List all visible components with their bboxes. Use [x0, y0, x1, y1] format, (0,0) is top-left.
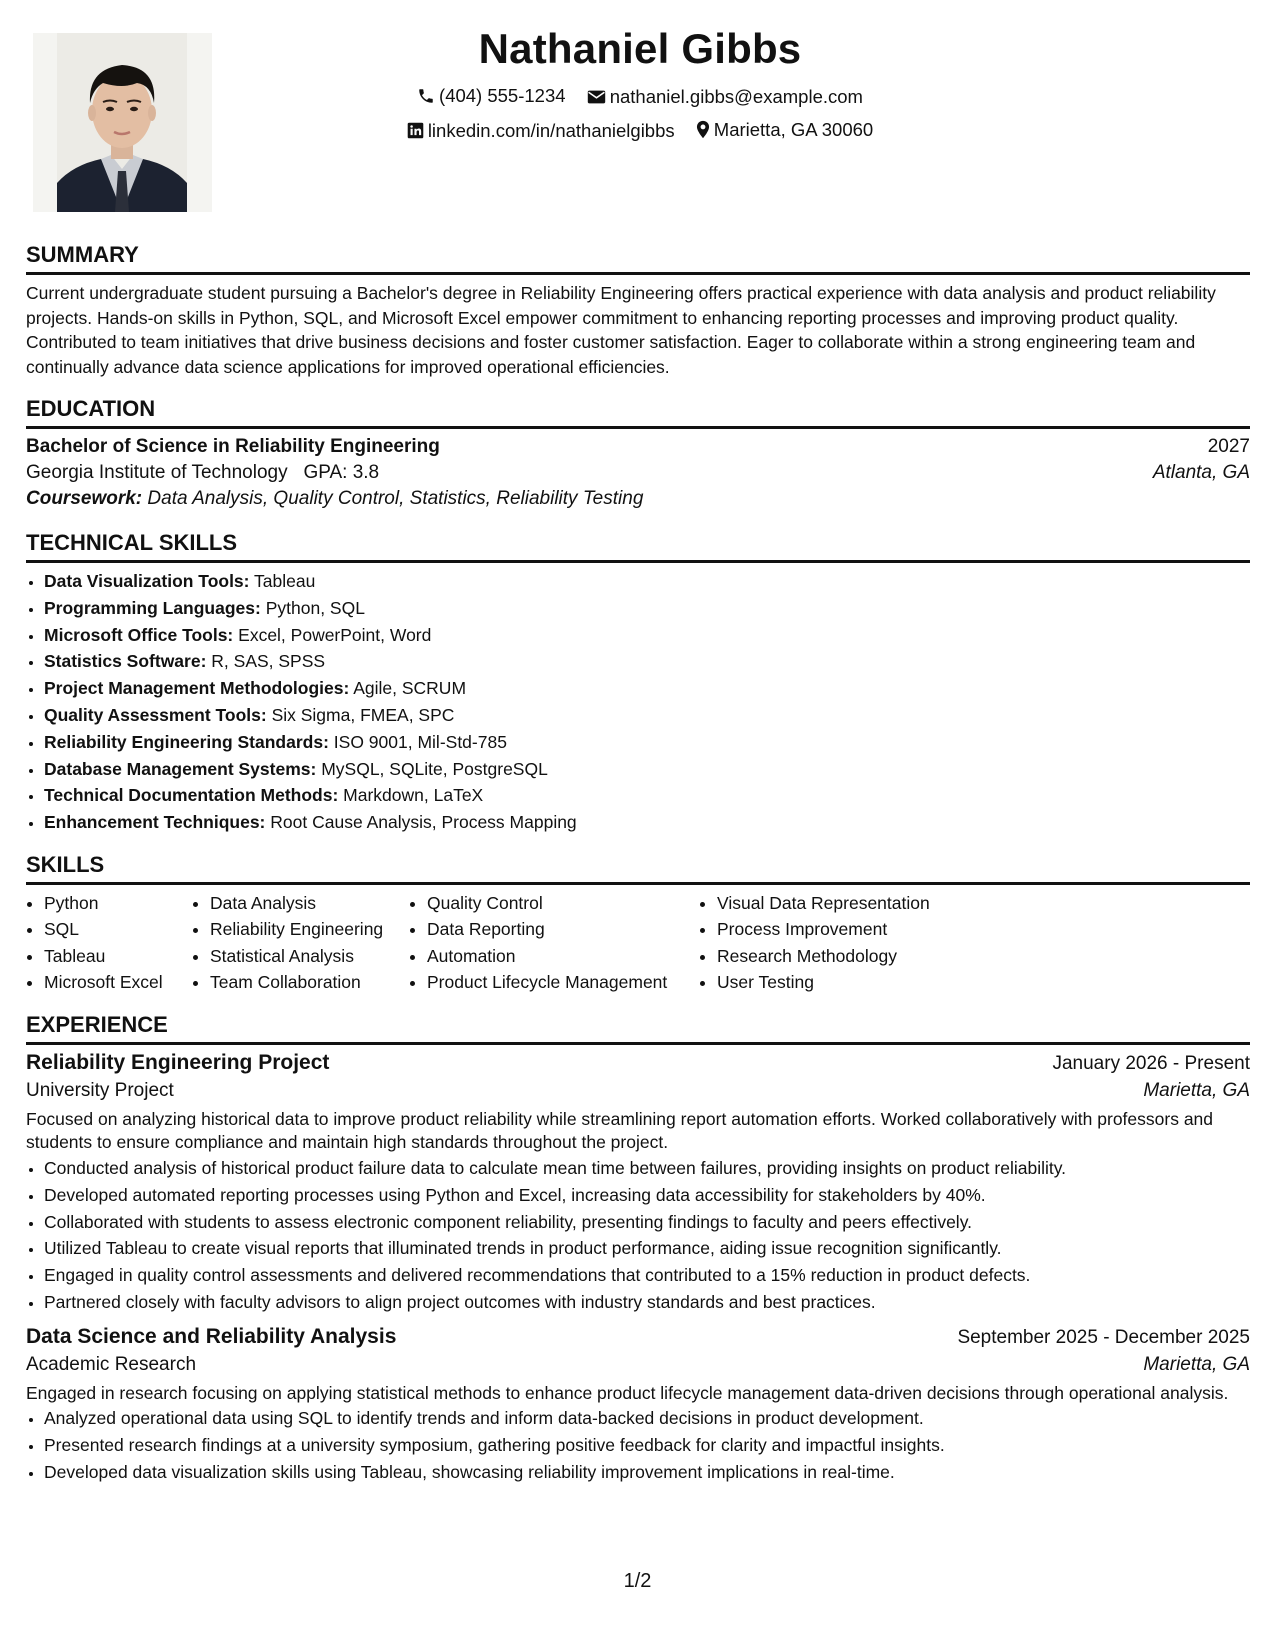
- section-title-education: EDUCATION: [26, 396, 1250, 429]
- job-location: Marietta, GA: [1143, 1079, 1250, 1101]
- contact-email[interactable]: [587, 81, 863, 112]
- job-org-row: [26, 1080, 1250, 1102]
- coursework-label: Coursework:: [26, 488, 143, 509]
- skills-column-3: [409, 890, 699, 996]
- skill-values: Excel, PowerPoint, Word: [238, 624, 432, 645]
- gpa: GPA: 3.8: [303, 462, 380, 483]
- skills-columns: [26, 890, 1250, 996]
- experience-section: [26, 1012, 1250, 1486]
- skill-values: MySQL, SQLite, PostgreSQL: [321, 758, 548, 779]
- location-text: Marietta, GA 30060: [713, 118, 874, 140]
- section-title-technical-skills: TECHNICAL SKILLS: [26, 530, 1250, 563]
- education-school-row: [26, 462, 1250, 484]
- contact-row-2: [240, 114, 1040, 148]
- list-item: [44, 568, 1250, 595]
- list-item: • Analyzed operational data using SQL to identify trends and inform data-backed decisions in product development.: [44, 1405, 1250, 1432]
- contact-linkedin[interactable]: [407, 115, 675, 146]
- list-item: • Tableau: [44, 943, 192, 970]
- skills-column-4: [699, 890, 1017, 996]
- list-item: [44, 782, 1250, 809]
- list-item: [44, 595, 1250, 622]
- list-item: • Collaborated with students to assess electronic component reliability, presenting findings to faculty and peers effectively.: [44, 1209, 1250, 1236]
- list-item: • Quality Control: [427, 890, 699, 917]
- job-location: Marietta, GA: [1143, 1353, 1250, 1375]
- skill-values: Markdown, LaTeX: [343, 785, 484, 806]
- skill-category: Reliability Engineering Standards:: [44, 731, 329, 752]
- skill-category: Project Management Methodologies:: [44, 678, 350, 699]
- job-organization: Academic Research: [26, 1353, 197, 1375]
- linkedin-text[interactable]: linkedin.com/in/nathanielgibbs: [427, 119, 675, 141]
- list-item: • Partnered closely with faculty advisors to align project outcomes with industry standards and best practices.: [44, 1289, 1250, 1316]
- section-title-summary: SUMMARY: [26, 242, 1250, 275]
- resume-header: [240, 18, 1040, 148]
- list-item: • Research Methodology: [717, 943, 1017, 970]
- school-line: [26, 462, 379, 484]
- list-item: • Python: [44, 890, 192, 917]
- list-item: • SQL: [44, 916, 192, 943]
- skill-values: Agile, SCRUM: [353, 678, 467, 699]
- list-item: • Product Lifecycle Management: [427, 969, 699, 996]
- skill-category: Technical Documentation Methods:: [44, 785, 339, 806]
- job-org-row: [26, 1354, 1250, 1376]
- job-summary: Engaged in research focusing on applying statistical methods to enhance product lifecycle management data-driven decisions through operational analysis.: [26, 1382, 1229, 1403]
- list-item: [44, 756, 1250, 783]
- list-item: • Data Reporting: [427, 916, 699, 943]
- contact-row-1: [240, 80, 1040, 114]
- list-item: • Utilized Tableau to create visual reports that illuminated trends in product performance, aiding issue recognition significantly.: [44, 1235, 1250, 1262]
- list-item: [44, 809, 1250, 836]
- list-item: • Reliability Engineering: [210, 916, 409, 943]
- skill-values: Root Cause Analysis, Process Mapping: [270, 812, 577, 833]
- profile-photo: [33, 33, 212, 212]
- school-location: Atlanta, GA: [1152, 462, 1250, 483]
- skill-category: Enhancement Techniques:: [44, 812, 266, 833]
- job-dates: September 2025 - December 2025: [957, 1326, 1250, 1348]
- skill-category: Database Management Systems:: [44, 758, 317, 779]
- list-item: • User Testing: [717, 969, 1017, 996]
- job-title-row: [26, 1051, 1250, 1075]
- skill-values: Python, SQL: [265, 597, 365, 618]
- job-summary: Focused on analyzing historical data to improve product reliability while streamlining report automation efforts. Worked collaboratively with professors and students to ensure compliance and maintain high standards throughout the project.: [26, 1108, 1214, 1153]
- skills-section: [26, 852, 1250, 996]
- list-item: • Presented research findings at a university symposium, gathering positive feedback for clarity and impactful insights.: [44, 1432, 1250, 1459]
- skill-values: ISO 9001, Mil-Std-785: [333, 731, 507, 752]
- section-title-experience: EXPERIENCE: [26, 1012, 1250, 1045]
- email-text[interactable]: nathaniel.gibbs@example.com: [609, 86, 863, 107]
- skill-category: Microsoft Office Tools:: [44, 624, 234, 645]
- skill-category: Statistics Software:: [44, 651, 207, 672]
- job-dates: January 2026 - Present: [1052, 1052, 1250, 1074]
- skill-category: Quality Assessment Tools:: [44, 704, 267, 725]
- list-item: • Data Analysis: [210, 890, 409, 917]
- list-item: • Developed automated reporting processes using Python and Excel, increasing data accessibility for stakeholders by 40%.: [44, 1182, 1250, 1209]
- job-title-row: [26, 1325, 1250, 1349]
- list-item: • Visual Data Representation: [717, 890, 1017, 917]
- skill-values: Six Sigma, FMEA, SPC: [271, 704, 455, 725]
- summary-section: [26, 242, 1250, 379]
- job-organization: University Project: [26, 1079, 174, 1101]
- experience-entry: [26, 1325, 1250, 1486]
- list-item: • Process Improvement: [717, 916, 1017, 943]
- job-bullets: [26, 1155, 1250, 1316]
- list-item: [44, 702, 1250, 729]
- experience-entry: [26, 1051, 1250, 1316]
- degree-name: Bachelor of Science in Reliability Engineering: [26, 436, 440, 457]
- technical-skills-list: [26, 568, 1250, 836]
- linkedin-icon: [407, 122, 424, 139]
- list-item: [44, 622, 1250, 649]
- job-bullets: [26, 1405, 1250, 1485]
- list-item: • Team Collaboration: [210, 969, 409, 996]
- list-item: [44, 648, 1250, 675]
- contact-location: [696, 114, 873, 145]
- phone-text: (404) 555-1234: [439, 85, 566, 106]
- summary-text: Current undergraduate student pursuing a Bachelor's degree in Reliability Engineering offers practical experience with data analysis and product reliability projects. Hands-on skills in Python, SQL, and Microsoft Excel empower commitment to enhancing reporting processes and improving product quality. Contributed to team initiatives that drive business decisions and foster customer satisfaction. Eager to collaborate within a strong engineering team and continually advance data science applications for improved operational efficiencies.: [26, 283, 1216, 377]
- list-item: • Developed data visualization skills using Tableau, showcasing reliability improvement implications in real-time.: [44, 1459, 1250, 1486]
- envelope-icon: [587, 89, 606, 105]
- education-section: [26, 396, 1250, 510]
- candidate-name: Nathaniel Gibbs: [478, 25, 802, 72]
- skills-column-2: [192, 890, 409, 996]
- list-item: [44, 729, 1250, 756]
- list-item: [44, 675, 1250, 702]
- phone-icon: [417, 87, 435, 105]
- section-title-skills: SKILLS: [26, 852, 1250, 885]
- education-degree-row: [26, 436, 1250, 458]
- coursework-list: Data Analysis, Quality Control, Statistics, Reliability Testing: [147, 488, 644, 509]
- skills-column-1: [26, 890, 192, 996]
- list-item: • Conducted analysis of historical product failure data to calculate mean time between failures, providing insights on product reliability.: [44, 1155, 1250, 1182]
- skill-category: Data Visualization Tools:: [44, 571, 250, 591]
- skill-category: Programming Languages:: [44, 597, 261, 618]
- list-item: • Microsoft Excel: [44, 969, 192, 996]
- page-number: 1/2: [623, 1570, 652, 1592]
- job-title: Data Science and Reliability Analysis: [26, 1324, 397, 1348]
- list-item: • Engaged in quality control assessments and delivered recommendations that contributed to a 15% reduction in product defects.: [44, 1262, 1250, 1289]
- map-pin-icon: [696, 120, 710, 139]
- resume-body: [26, 242, 1250, 1486]
- skill-values: R, SAS, SPSS: [211, 651, 326, 672]
- coursework-line: [26, 488, 1250, 510]
- list-item: • Statistical Analysis: [210, 943, 409, 970]
- portrait-image: [33, 33, 212, 212]
- skill-values: Tableau: [254, 571, 316, 591]
- technical-skills-section: [26, 530, 1250, 836]
- list-item: • Automation: [427, 943, 699, 970]
- job-title: Reliability Engineering Project: [26, 1050, 330, 1074]
- school-name: Georgia Institute of Technology: [26, 462, 288, 483]
- contact-phone: [417, 80, 566, 111]
- graduation-year: 2027: [1207, 436, 1250, 457]
